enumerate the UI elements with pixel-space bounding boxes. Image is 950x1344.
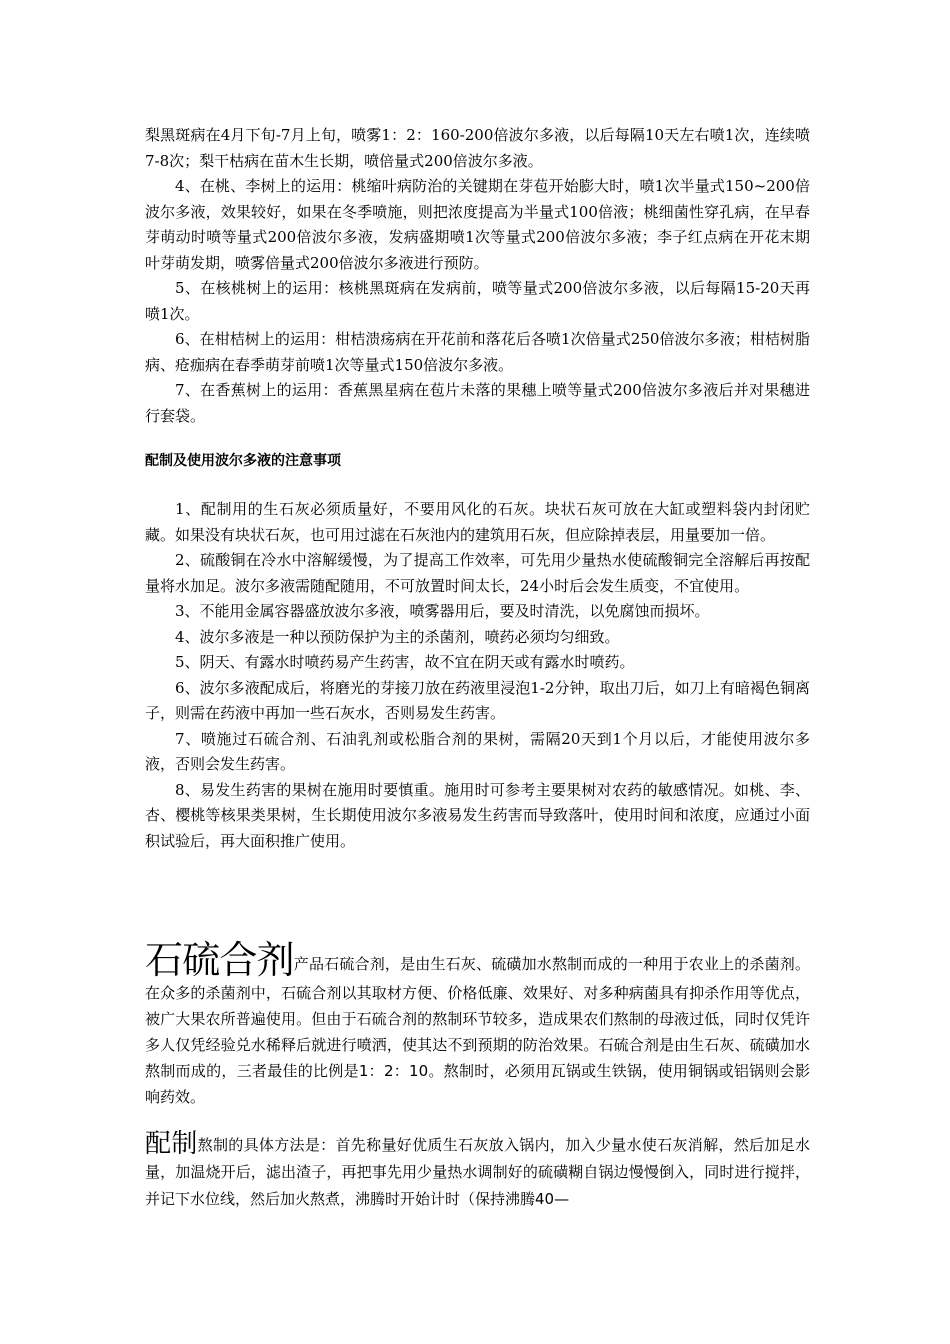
section-heading: 配制及使用波尔多液的注意事项 [145, 453, 341, 469]
lime-sulfur-title: 石硫合剂 [145, 938, 294, 982]
precaution-item: 3、不能用金属容器盛放波尔多液，喷雾器用后，要及时清洗，以免腐蚀而损坏。 [175, 602, 710, 620]
precaution-item: 7、喷施过石硫合剂、石油乳剂或松脂合剂的果树，需隔20天到1个月以后，才能使用波尔多液，否则会发生药害。 [145, 729, 810, 773]
paragraph-peach-plum: 4、在桃、李树上的运用：桃缩叶病防治的关键期在芽苞开始膨大时，喷1次半量式150~200倍波尔多液，效果较好，如果在冬季喷施，则把浓度提高为半量式100倍液；桃细菌性穿孔病，在早春芽萌动时喷等量式200倍波尔多液，发病盛期喷1次等量式200倍波尔多液；李子红点病在开花末期叶芽萌发期，喷雾倍量式200倍波尔多液进行预防。 [145, 177, 810, 272]
preparation-section [145, 1129, 810, 1213]
precaution-item: 8、易发生药害的果树在施用时要慎重。施用时可参考主要果树对农药的敏感情况。如桃、李、杏、樱桃等核果类果树，生长期使用波尔多液易发生药害而导致落叶，使用时间和浓度，应通过小面积试验后，再大面积推广使用。 [145, 780, 810, 850]
precaution-item: 1、配制用的生石灰必须质量好，不要用风化的石灰。块状石灰可放在大缸或塑料袋内封闭贮藏。如果没有块状石灰，也可用过滤在石灰池内的建筑用石灰，但应除掉表层，用量要加一倍。 [145, 500, 810, 544]
lime-sulfur-text: 产品石硫合剂，是由生石灰、硫磺加水熬制而成的一种用于农业上的杀菌剂。在众多的杀菌剂中，石硫合剂以其取材方便、价格低廉、效果好、对多种病菌具有抑杀作用等优点，被广大果农所普遍使用。但由于石硫合剂的熬制环节较多，造成果农们熬制的母液过低，同时仅凭许多人仅凭经验兑水稀释后就进行喷洒，使其达不到预期的防治效果。石硫合剂是由生石灰、硫磺加水熬制而成的，三者最佳的比例是1：2：10。熬制时，必须用瓦锅或生铁锅，使用铜锅或铝锅则会影响药效。 [145, 955, 810, 1106]
paragraph-pear: 梨黑斑病在4月下旬-7月上旬，喷雾1：2：160-200倍波尔多液，以后每隔10天左右喷1次，连续喷7-8次；梨干枯病在苗木生长期，喷倍量式200倍波尔多液。 [145, 126, 810, 170]
paragraph-citrus: 6、在柑桔树上的运用：柑桔溃疡病在开花前和落花后各喷1次倍量式250倍波尔多液；柑桔树脂病、疮痂病在春季萌芽前喷1次等量式150倍波尔多液。 [145, 330, 810, 374]
precaution-item: 6、波尔多液配成后，将磨光的芽接刀放在药液里浸泡1-2分钟，取出刀后，如刀上有暗褐色铜离子，则需在药液中再加一些石灰水，否则易发生药害。 [145, 678, 810, 722]
precaution-item: 2、硫酸铜在冷水中溶解缓慢，为了提高工作效率，可先用少量热水使硫酸铜完全溶解后再按配量将水加足。波尔多液需随配随用，不可放置时间太长，24小时后会发生质变，不宜使用。 [145, 551, 810, 595]
preparation-text: 熬制的具体方法是：首先称量好优质生石灰放入锅内，加入少量水使石灰消解，然后加足水量，加温烧开后，滤出渣子，再把事先用少量热水调制好的硫磺糊自锅边慢慢倒入，同时进行搅拌，并记下水位线，然后加火熬煮，沸腾时开始计时（保持沸腾40— [145, 1136, 810, 1208]
bordeaux-usage-section [145, 123, 810, 429]
preparation-paragraph [145, 1129, 810, 1213]
preparation-title: 配制 [145, 1129, 198, 1159]
paragraph-banana: 7、在香蕉树上的运用：香蕉黑星病在苞片未落的果穗上喷等量式200倍波尔多液后并对果穗进行套袋。 [145, 381, 810, 425]
precautions-section [145, 497, 810, 854]
precaution-item: 4、波尔多液是一种以预防保护为主的杀菌剂，喷药必须均匀细致。 [175, 627, 620, 646]
precaution-item: 5、阴天、有露水时喷药易产生药害，故不宜在阴天或有露水时喷药。 [175, 653, 635, 671]
lime-sulfur-paragraph [145, 940, 810, 1110]
paragraph-walnut: 5、在核桃树上的运用：核桃黑斑病在发病前，喷等量式200倍波尔多液，以后每隔15-20天再喷1次。 [145, 279, 810, 323]
lime-sulfur-section [145, 940, 810, 1110]
